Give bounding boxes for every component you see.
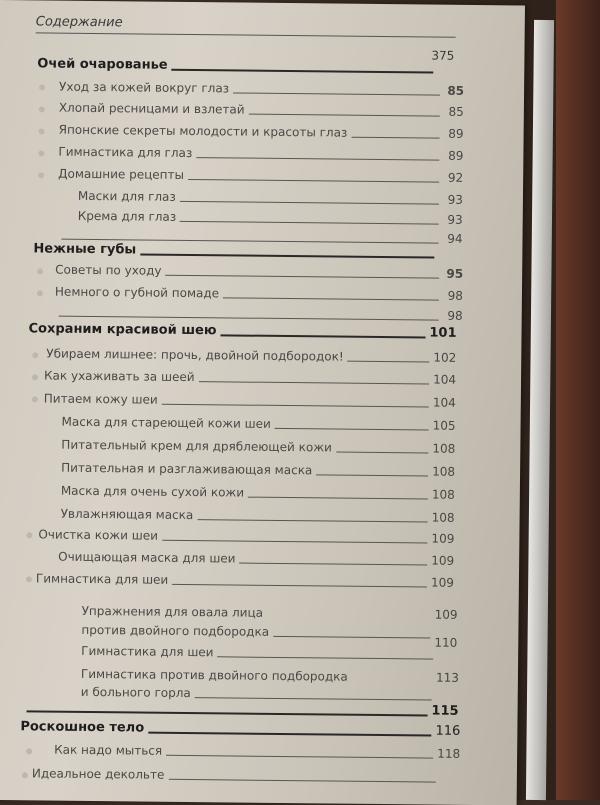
toc-leader <box>162 540 428 544</box>
toc-page: 109 <box>435 608 458 622</box>
toc-leader <box>248 497 428 500</box>
bullet-mark <box>39 128 45 134</box>
toc-page: 89 <box>443 149 463 163</box>
toc-leader <box>180 221 439 225</box>
toc-page: 104 <box>433 373 456 387</box>
toc-page: 98 <box>443 309 463 323</box>
toc-entry-title: Очищающая маска для шеи <box>58 550 236 566</box>
toc-section <box>23 700 459 719</box>
toc-leader <box>188 179 439 183</box>
bullet-mark <box>26 748 32 754</box>
toc-entry-title: Гимнастика для шеи <box>81 644 213 659</box>
toc-section-title: Сохраним красивой шею <box>28 322 216 338</box>
toc-entry <box>58 167 463 185</box>
bullet-mark <box>32 352 38 358</box>
toc-subentry <box>81 667 459 685</box>
toc-subentry <box>78 209 463 227</box>
toc-entry <box>46 347 456 365</box>
toc-subentry <box>58 550 454 568</box>
toc-page: 108 <box>432 511 455 525</box>
toc-page: 113 <box>436 671 459 685</box>
toc-entry-title-line2: против двойного подбородка <box>81 623 269 639</box>
toc-entry-title: Как надо мыться <box>54 743 162 758</box>
toc-leader <box>348 361 430 363</box>
toc-entry <box>59 101 464 119</box>
toc-entry-title: Японские секреты молодости и красоты глаз <box>59 123 348 140</box>
toc-leader <box>59 316 439 321</box>
toc-leader <box>148 732 431 737</box>
toc-page: 115 <box>431 705 458 719</box>
toc-page: 89 <box>444 127 464 141</box>
book-cover-edge <box>556 0 600 800</box>
toc-page: 93 <box>443 213 463 227</box>
toc-entry-title: Питательный крем для дряблеющей кожи <box>61 438 332 455</box>
toc-leader <box>27 710 428 716</box>
toc-leader <box>166 275 440 279</box>
toc-leader <box>166 755 433 759</box>
toc-page: 98 <box>443 289 463 303</box>
toc-page: 102 <box>433 351 456 365</box>
toc-page: 116 <box>435 725 460 739</box>
toc-leader-spacer <box>352 682 432 683</box>
toc-section-title: Очей очарованье <box>37 57 167 72</box>
toc-page: 93 <box>443 193 463 207</box>
toc-entry <box>55 285 463 303</box>
toc-section-title: Роскошное тело <box>20 720 144 735</box>
toc-leader <box>168 779 435 783</box>
toc-section <box>37 57 457 75</box>
toc-page: 108 <box>432 442 455 456</box>
toc-entry <box>36 571 454 589</box>
toc-entry-title: Питаем кожу шеи <box>44 391 158 406</box>
toc-entry-title: Маска для очень сухой кожи <box>61 484 244 500</box>
toc-entry <box>54 743 460 761</box>
toc-page: 109 <box>431 576 454 590</box>
toc-page: 108 <box>432 465 455 479</box>
toc-entry <box>32 766 460 784</box>
toc-leader <box>275 428 429 431</box>
toc-leader <box>172 584 427 588</box>
bullet-mark <box>32 396 38 402</box>
toc-entry-title: Маски для глаз <box>78 189 176 204</box>
toc-entry <box>44 391 456 409</box>
page-number: 375 <box>431 49 454 63</box>
toc-leader <box>197 519 427 522</box>
toc-subentry <box>61 461 455 479</box>
toc-entry-title: Идеальное декольте <box>32 766 165 781</box>
toc-leader <box>223 297 439 300</box>
toc-entry-title: Гимнастика против двойного подбородка <box>81 667 348 684</box>
toc-page: 85 <box>444 84 464 98</box>
toc-leader <box>199 381 430 384</box>
bullet-mark <box>39 106 45 112</box>
toc-leader <box>172 69 434 74</box>
toc-entry-title: Увлажняющая маска <box>61 507 194 522</box>
toc-leader-spacer <box>267 618 431 620</box>
toc-entry-title: Очистка кожи шеи <box>38 527 158 542</box>
toc-leader <box>162 404 429 408</box>
bullet-mark <box>37 268 43 274</box>
toc-leader <box>233 92 440 95</box>
toc-entry-title: Немного о губной помаде <box>55 285 219 301</box>
toc-entry-title: Гимнастика для шеи <box>36 571 168 586</box>
toc-section-title: Нежные губы <box>33 242 136 257</box>
toc-leader <box>336 452 429 454</box>
toc-page: 105 <box>433 419 456 433</box>
toc-entry <box>55 305 463 323</box>
toc-page: 101 <box>429 327 456 341</box>
toc-entry <box>55 263 463 281</box>
toc-subentry <box>61 438 455 456</box>
toc-entry <box>44 368 456 386</box>
toc-page: 104 <box>433 396 456 410</box>
toc-page: 118 <box>437 747 460 761</box>
toc-section <box>28 322 456 340</box>
toc-subentry <box>78 189 463 207</box>
toc-entry-title: Советы по уходу <box>55 263 162 278</box>
toc-entry-title: Упражнения для овала лица <box>82 604 264 620</box>
toc-subentry <box>61 484 455 502</box>
toc-page: 94 <box>442 232 462 246</box>
running-head: Содержание <box>36 14 123 30</box>
toc-entry <box>59 123 464 141</box>
toc-entry-title: Крема для глаз <box>78 209 177 224</box>
toc-page: 108 <box>432 488 455 502</box>
toc-leader <box>180 201 439 205</box>
toc-entry-title: Убираем лишнее: прочь, двойной подбородок! <box>46 347 344 364</box>
bullet-mark <box>38 172 44 178</box>
toc-leader <box>316 474 428 476</box>
toc-entry-title: Гимнастика для глаз <box>58 145 192 160</box>
toc-leader <box>220 334 425 338</box>
toc-subentry <box>62 415 456 433</box>
toc-entry-title: Домашние рецепты <box>58 167 184 182</box>
toc-subentry <box>82 604 458 622</box>
toc-leader <box>239 563 427 566</box>
bullet-mark <box>37 290 43 296</box>
toc-entry <box>38 527 454 545</box>
toc-entry-title: Как ухаживать за шеей <box>44 368 195 384</box>
toc-page: 85 <box>444 105 464 119</box>
toc-leader <box>217 656 433 659</box>
toc-page: 109 <box>431 554 454 568</box>
toc-entry <box>58 145 463 163</box>
bullet-mark <box>39 84 45 90</box>
toc-entry-title: Питательная и разглаживающая маска <box>61 461 312 478</box>
bullet-mark <box>26 532 32 538</box>
bullet-mark <box>22 772 28 778</box>
toc-subentry <box>81 644 457 662</box>
toc-entry-title-line2: и больного горла <box>81 685 191 700</box>
toc-subentry <box>61 507 455 525</box>
toc-page: 110 <box>434 636 457 650</box>
bullet-mark <box>38 150 44 156</box>
bullet-mark <box>32 374 38 380</box>
toc-entry <box>59 80 464 98</box>
toc-page: 95 <box>443 267 463 281</box>
toc-entry-title: Уход за кожей вокруг глаз <box>59 80 229 96</box>
toc-leader <box>196 157 439 161</box>
toc-entry-title: Хлопай ресницами и взлетай <box>59 101 245 117</box>
toc-leader <box>140 253 434 258</box>
toc-section <box>20 720 460 739</box>
toc-leader <box>195 697 432 700</box>
toc-page: 109 <box>431 532 454 546</box>
toc-leader <box>249 114 440 117</box>
bullet-mark <box>26 576 32 582</box>
toc-page: 92 <box>443 171 463 185</box>
toc-leader <box>351 137 439 139</box>
header-rule <box>36 32 456 37</box>
toc-entry-title: Маска для стареющей кожи шеи <box>62 415 271 431</box>
toc-subentry-continued <box>81 685 459 703</box>
